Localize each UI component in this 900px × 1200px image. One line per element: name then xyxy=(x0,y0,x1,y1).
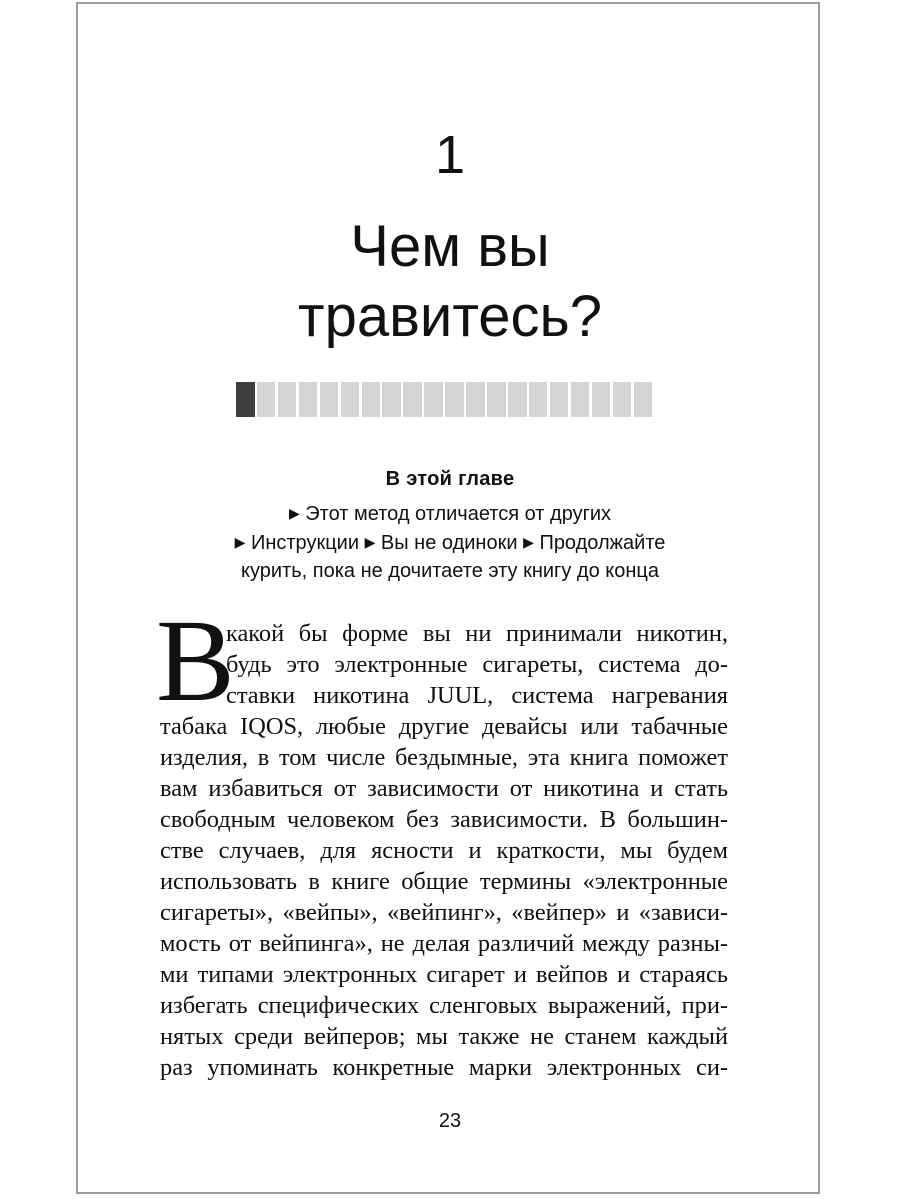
body-line: избегать специфических сленговых выражений, при- xyxy=(160,992,728,1019)
body-line: свободным человеком без зависимости. В большин- xyxy=(160,806,728,833)
chapter-title xyxy=(0,212,900,352)
chapter-items-line-1 xyxy=(170,499,730,528)
body-line: ставки никотина JUUL, система нагревания xyxy=(226,682,728,709)
chapter-title-line-2: травитесь? xyxy=(298,284,602,349)
progress-segment-empty xyxy=(424,382,443,417)
page-number: 23 xyxy=(438,1110,462,1132)
progress-segment-empty xyxy=(341,382,360,417)
bullet-triangle-icon: ▶ xyxy=(364,534,376,550)
progress-segment-empty xyxy=(445,382,464,417)
chapter-item: Этот метод отличается от других xyxy=(305,503,612,525)
chapter-progress-bar xyxy=(236,382,652,417)
chapter-items-line-3 xyxy=(170,557,730,585)
progress-segment-empty xyxy=(257,382,276,417)
chapter-item: Продолжайте xyxy=(539,532,666,554)
progress-segment-empty xyxy=(320,382,339,417)
bullet-triangle-icon: ▶ xyxy=(234,534,246,550)
body-line: раз упоминать конкретные марки электронных си- xyxy=(160,1054,728,1081)
body-line: изделия, в том числе бездымные, эта книга поможет xyxy=(160,744,728,771)
in-this-chapter-heading: В этой главе xyxy=(385,468,515,490)
progress-segment-empty xyxy=(529,382,548,417)
chapter-title-line-1: Чем вы xyxy=(350,214,550,279)
progress-segment-empty xyxy=(613,382,632,417)
progress-segment-filled xyxy=(236,382,255,417)
chapter-item: Инструкции xyxy=(250,532,359,554)
progress-segment-empty xyxy=(382,382,401,417)
body-line: вам избавиться от зависимости от никотина и стать xyxy=(160,775,728,802)
body-line: мость от вейпинга», не делая различий между разны- xyxy=(160,930,728,957)
body-line: стве случаев, для ясности и краткости, мы будем xyxy=(160,837,728,864)
progress-segment-empty xyxy=(403,382,422,417)
progress-segment-empty xyxy=(508,382,527,417)
body-line: ми типами электронных сигарет и вейпов и стараясь xyxy=(160,961,728,988)
progress-segment-empty xyxy=(299,382,318,417)
progress-segment-empty xyxy=(487,382,506,417)
body-text xyxy=(156,595,728,1083)
body-line: табака IQOS, любые другие девайсы или табачные xyxy=(160,713,728,740)
body-line: нятых среди вейперов; мы также не станем каждый xyxy=(160,1023,728,1050)
in-this-chapter-box xyxy=(170,468,730,585)
progress-segment-empty xyxy=(466,382,485,417)
drop-cap: В xyxy=(156,595,235,726)
body-line: сигареты», «вейпы», «вейпинг», «вейпер» и «зависи- xyxy=(160,899,728,926)
progress-segment-empty xyxy=(362,382,381,417)
body-line: какой бы форме вы ни принимали никотин, xyxy=(226,620,728,647)
chapter-number: 1 xyxy=(434,125,466,185)
progress-segment-empty xyxy=(550,382,569,417)
bullet-triangle-icon: ▶ xyxy=(288,505,300,521)
progress-segment-empty xyxy=(634,382,653,417)
chapter-item: Вы не одиноки xyxy=(380,532,518,554)
progress-segment-empty xyxy=(592,382,611,417)
body-line: использовать в книге общие термины «электронные xyxy=(160,868,728,895)
chapter-item: курить, пока не дочитаете эту книгу до конца xyxy=(241,560,659,582)
chapter-items-line-2 xyxy=(170,528,730,557)
bullet-triangle-icon: ▶ xyxy=(523,534,534,550)
progress-segment-empty xyxy=(571,382,590,417)
body-line: будь это электронные сигареты, система до- xyxy=(226,651,728,678)
progress-segment-empty xyxy=(278,382,297,417)
